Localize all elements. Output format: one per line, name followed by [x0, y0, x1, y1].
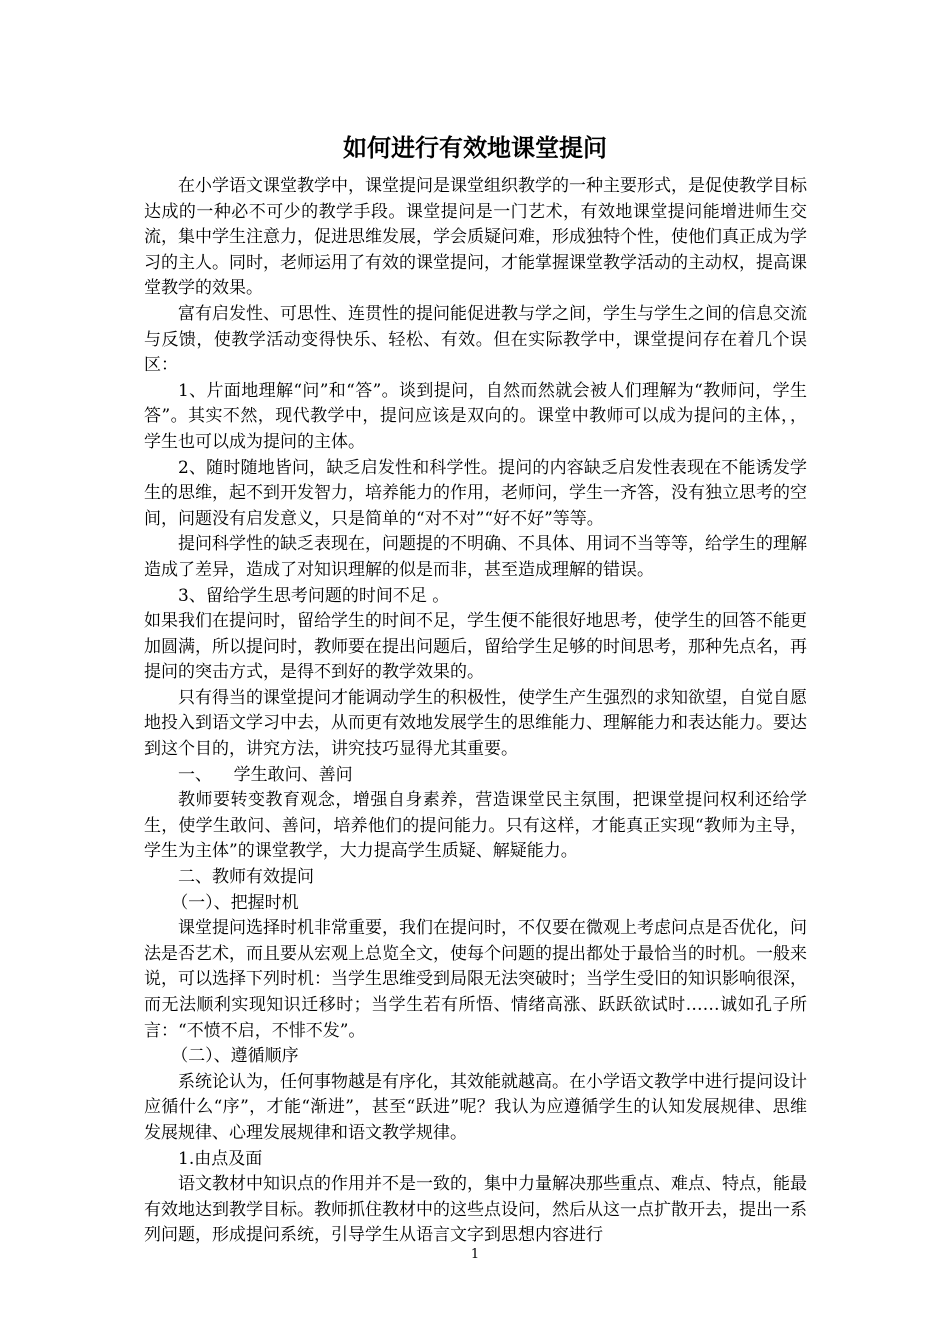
document-body — [144, 174, 807, 1249]
paragraph-teacher-change: 教师要转变教育观念，增强自身素养，营造课堂民主氛围，把课堂提问权利还给学生，使学生敢问、善问，培养他们的提问能力。只有这样，才能真正实现“教师为主导，学生为主体”的课堂教学，大力提高学生质疑、解疑能力。 — [144, 790, 807, 862]
paragraph-point-to-surface: 语文教材中知识点的作用并不是一致的，集中力量解决那些重点、难点、特点，能最有效地达到教学目标。教师抓住教材中的这些点设问，然后从这一点扩散开去，提出一系列问题，形成提问系统，引导学生从语言文字到思想内容进行 — [144, 1174, 807, 1246]
paragraph-proper-questioning: 只有得当的课堂提问才能调动学生的积极性，使学生产生强烈的求知欲望，自觉自愿地投入到语文学习中去，从而更有效地发展学生的思维能力、理解能力和表达能力。要达到这个目的，讲究方法，讲究技巧显得尤其重要。 — [144, 687, 807, 760]
paragraph-point-2: 2、随时随地皆问，缺乏启发性和科学性。提问的内容缺乏启发性表现在不能诱发学生的思维，起不到开发智力，培养能力的作用，老师问，学生一齐答，没有独立思考的空间，问题没有启发意义，只是简单的“对不对”“好不好”等等。 — [144, 457, 807, 529]
subsection-heading-point-to-surface: 1.由点及面 — [178, 1148, 263, 1169]
paragraph-scientific: 提问科学性的缺乏表现在，问题提的不明确、不具体、用词不当等等，给学生的理解造成了差异，造成了对知识理解的似是而非，甚至造成理解的错误。 — [144, 534, 807, 580]
paragraph-point-1: 1、片面地理解“问”和“答”。谈到提问，自然而然就会被人们理解为“教师问，学生答”。其实不然，现代教学中，提问应该是双向的。课堂中教师可以成为提问的主体，，学生也可以成为提问的主体。 — [144, 380, 807, 452]
paragraph-intro: 在小学语文课堂教学中，课堂提问是课堂组织教学的一种主要形式，是促使教学目标达成的一种必不可少的教学手段。课堂提问是一门艺术，有效地课堂提问能增进师生交流，集中学生注意力，促进思维发展，学会质疑问难，形成独特个性，使他们真正成为学习的主人。同时，老师运用了有效的课堂提问，才能掌握课堂教学活动的主动权，提高课堂教学的效果。 — [144, 176, 807, 299]
subsection-heading-order: （二）、遵循顺序 — [171, 1046, 299, 1067]
document-title: 如何进行有效地课堂提问 — [343, 134, 607, 162]
subsection-heading-timing: （一）、把握时机 — [171, 892, 299, 913]
section-heading-2: 二、教师有效提问 — [178, 867, 314, 888]
paragraph-point-3: 3、留给学生思考问题的时间不足 。 — [178, 585, 450, 606]
page-number: 1 — [470, 1247, 480, 1262]
paragraph-order: 系统论认为，任何事物越是有序化，其效能就越高。在小学语文教学中进行提问设计应循什么“序”，才能“渐进”，甚至“跃进”呢？我认为应遵循学生的认知发展规律、思维发展规律、心理发展规律和语文教学规律。 — [144, 1071, 807, 1143]
paragraph-timing: 课堂提问选择时机非常重要，我们在提问时，不仅要在微观上考虑问点是否优化，问法是否艺术，而且要从宏观上总览全文，使每个问题的提出都处于最恰当的时机。一般来说，可以选择下列时机：当学生思维受到局限无法突破时；当学生受旧的知识影响很深，而无法顺利实现知识迁移时；当学生若有所悟、情绪高涨、跃跃欲试时……诚如孔子所言：“不愤不启，不悱不发”。 — [144, 918, 807, 1041]
section-heading-1: 一、 学生敢问、善问 — [178, 764, 353, 785]
paragraph-misconceptions: 富有启发性、可思性、连贯性的提问能促进教与学之间，学生与学生之间的信息交流与反馈，使教学活动变得快乐、轻松、有效。但在实际教学中，课堂提问存在着几个误区： — [144, 303, 807, 376]
paragraph-time: 如果我们在提问时，留给学生的时间不足，学生便不能很好地思考，使学生的回答不能更加圆满，所以提问时，教师要在提出问题后，留给学生足够的时间思考，那种先点名，再提问的突击方式，是得不到好的教学效果的。 — [144, 611, 807, 683]
